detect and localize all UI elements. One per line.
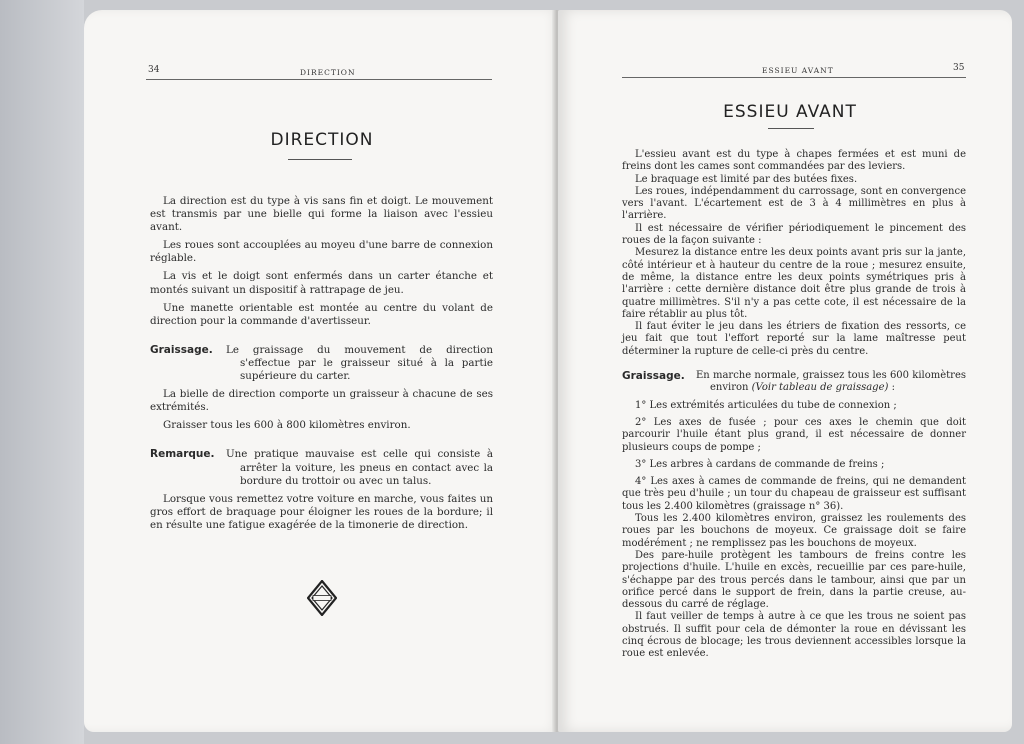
left-title-rule xyxy=(288,159,352,160)
essieu-graissage-section xyxy=(622,370,966,395)
graissage-intro: En marche normale, graissez tous les 600 kilomètres environ xyxy=(696,370,966,394)
intro-paragraph-1: La direction est du type à vis sans fin et doigt. Le mouvement est transmis par une bielle qui forme la liaison avec l'essieu avant. xyxy=(150,195,493,234)
intro-paragraph-4: Une manette orientable est montée au centre du volant de direction pour la commande d'avertisseur. xyxy=(150,301,493,327)
graissage-paragraph-2: Graisser tous les 600 à 800 kilomètres environ. xyxy=(163,419,411,432)
graissage-paragraph-1: La bielle de direction comporte un graisseur à chacune de ses extrémités. xyxy=(150,388,493,414)
closing-paragraph-1: Tous les 2.400 kilomètres environ, graissez les roulements des roues par les bouchons de moyeux. Ce graissage doit se faire modérément ; ne remplissez pas les bouchons de moyeux. xyxy=(622,513,966,549)
remarque-section xyxy=(150,448,493,487)
essieu-graissage-text xyxy=(696,370,966,395)
left-page-title: DIRECTION xyxy=(270,130,374,150)
remarque-text: Une pratique mauvaise est celle qui consiste à arrêter la voiture, les pneus en contact avec la bordure du trottoir ou avec un talus. xyxy=(226,448,493,487)
graissage-item-1: 1° Les extrémités articulées du tube de connexion ; xyxy=(635,399,897,411)
graissage-item-2: 2° Les axes de fusée ; pour ces axes le chemin que doit parcourir l'huile étant plus grand, il est nécessaire de donner plusieurs coups de pompe ; xyxy=(622,416,966,453)
remarque-paragraph: Lorsque vous remettez votre voiture en marche, vous faites un gros effort de braquage pour éloigner les roues de la bordure; il en résulte une fatigue exagérée de la timonerie de direction. xyxy=(150,492,493,531)
essieu-paragraph-6: Il faut éviter le jeu dans les étriers de fixation des ressorts, ce jeu fait que tout l'effort reporté sur la lame maîtresse peut déterminer la rupture de celle-ci près du centre. xyxy=(622,321,966,357)
graissage-item-4: 4° Les axes à cames de commande de freins, qui ne demandent que très peu d'huile ; un tour du chapeau de graisseur est suffisant tous les 2.400 kilomètres (graissage n° 36). xyxy=(622,476,966,512)
left-page-number: 34 xyxy=(148,65,160,75)
graissage-label: Graissage. xyxy=(150,343,213,356)
right-page-number: 35 xyxy=(953,63,965,73)
left-header-rule xyxy=(146,79,492,80)
essieu-paragraph-3: Les roues, indépendamment du carrossage, sont en convergence vers l'avant. L'écartement est de 3 à 4 millimètres en plus à l'arrière. xyxy=(622,185,966,222)
essieu-paragraph-4: Il est nécessaire de vérifier périodiquement le pincement des roues de la façon suivante : xyxy=(622,222,966,247)
graissage-text: Le graissage du mouvement de direction s'effectue par le graisseur situé à la partie supérieure du carter. xyxy=(226,343,493,383)
closing-paragraph-2: Des pare-huile protègent les tambours de freins contre les projections d'huile. L'huile en excès, recueillie par ces pare-huile, s'échappe par des trous percés dans le tambour, ainsi que par un orifice percé dans le support de frein, dans la partie creuse, au-dessous du carré de réglage. xyxy=(622,549,966,611)
intro-paragraph-2: Les roues sont accouplées au moyeu d'une barre de connexion réglable. xyxy=(150,239,493,265)
essieu-paragraph-1: L'essieu avant est du type à chapes fermées et est muni de freins dont les cames sont commandées par des leviers. xyxy=(622,149,966,173)
right-title-rule xyxy=(768,128,814,129)
remarque-label: Remarque. xyxy=(150,448,215,461)
right-page-title: ESSIEU AVANT xyxy=(723,102,857,122)
left-running-header: DIRECTION xyxy=(300,68,356,77)
graissage-colon: : xyxy=(888,382,895,394)
graissage-reference: (Voir tableau de graissage) xyxy=(751,382,889,394)
closing-paragraph-3: Il faut veiller de temps à autre à ce que les trous ne soient pas obstrués. Il suffit pour cela de démonter la roue en dévissant les cinq écrous de blocage; les trous deviennent accessibles lorsque la roue est enlevée. xyxy=(622,611,966,660)
graissage-item-3: 3° Les arbres à cardans de commande de freins ; xyxy=(635,458,885,470)
scan-background xyxy=(0,0,84,744)
intro-paragraph-3: La vis et le doigt sont enfermés dans un carter étanche et montés suivant un dispositif à rattrapage de jeu. xyxy=(150,270,493,296)
essieu-paragraph-5: Mesurez la distance entre les deux points avant pris sur la jante, côté intérieur et à hauteur du centre de la roue ; mesurez ensuite, de même, la distance entre les deux points symétriques pris à l'arrière : cette dernière distance doit être plus grande de trois à quatre millimètres. S'il n'y a pas cette cote, il est nécessaire de la faire rétablir au plus tôt. xyxy=(622,247,966,320)
right-body xyxy=(622,149,966,661)
graissage-section xyxy=(150,344,493,383)
right-header-rule xyxy=(622,77,966,78)
essieu-paragraph-2: Le braquage est limité par des butées fixes. xyxy=(635,173,858,185)
right-running-header: ESSIEU AVANT xyxy=(762,66,834,75)
essieu-graissage-label: Graissage. xyxy=(622,370,685,383)
renault-diamond-icon xyxy=(307,580,337,616)
left-body xyxy=(150,195,493,532)
